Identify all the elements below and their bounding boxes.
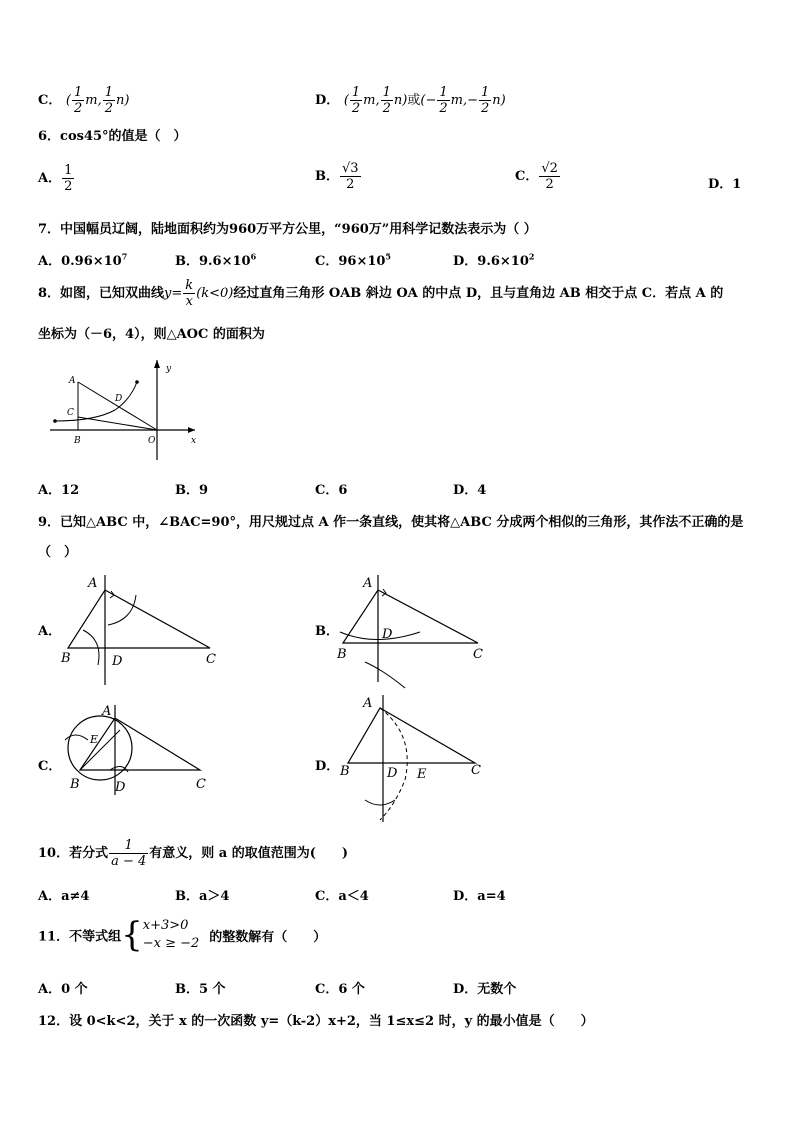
q8-option-b[interactable]: B．9: [175, 483, 209, 498]
q9-figure-a: [58, 570, 228, 690]
svg-text:B: B: [337, 647, 347, 662]
svg-text:B: B: [61, 651, 71, 666]
or-text: 或: [407, 93, 421, 108]
inequality-1: x+3>0: [142, 918, 189, 933]
q7-stem: 7．中国幅员辽阔，陆地面积约为960万平方公里，“960万”用科学记数法表示为（ ）: [38, 222, 537, 237]
q11-stem: [38, 917, 326, 953]
q10-option-d[interactable]: D．a=4: [453, 889, 506, 904]
q7-option-b[interactable]: [175, 250, 256, 269]
q9-figure-c: [60, 700, 220, 800]
option-label: B．: [315, 169, 339, 184]
exponent: 7: [121, 251, 128, 262]
q11-option-b[interactable]: B．5 个: [175, 982, 226, 997]
q8-stem-2: 坐标为（－6，4），则△AOC 的面积为: [38, 327, 265, 342]
inequality-2: −x ≥ −2: [142, 936, 200, 951]
q7-option-d[interactable]: [453, 250, 534, 269]
q7-option-a[interactable]: [38, 250, 127, 269]
q9-figure-b: [335, 570, 495, 690]
svg-text:A: A: [88, 576, 98, 591]
svg-text:C: C: [473, 647, 483, 662]
svg-text:C: C: [196, 777, 206, 792]
q9-stem: 9．已知△ABC 中，∠BAC=90°，用尺规过点 A 作一条直线，使其将△ABC 分成两个相似的三角形，其作法不正确的是: [38, 515, 744, 530]
q11-option-c[interactable]: C．6 个: [315, 982, 365, 997]
fraction: $\frac{1}{a - 4}$: [111, 838, 147, 869]
stem-text: 10．若分式: [38, 846, 109, 861]
q10-option-a[interactable]: A．a≠4: [38, 889, 90, 904]
q6-option-a[interactable]: A． $\frac{1}{2}$: [38, 163, 73, 194]
stem-text: 有意义，则 a 的取值范围为( ): [149, 846, 349, 861]
q9-option-c[interactable]: C．: [38, 759, 62, 774]
svg-text:x: x: [191, 436, 197, 446]
svg-text:D: D: [115, 780, 126, 795]
svg-text:C: C: [471, 763, 481, 778]
svg-text:D: D: [112, 654, 123, 669]
stem-text: 经过直角三角形 OAB 斜边 OA 的中点 D，且与直角边 AB 相交于点 C．若点 A 的: [233, 286, 724, 301]
equation: y= $\frac{k}{x}$ (k<0): [164, 278, 234, 309]
svg-text:E: E: [90, 733, 99, 746]
exponent: 5: [385, 251, 391, 262]
q7-option-c[interactable]: [315, 250, 391, 269]
svg-text:A: A: [69, 376, 76, 386]
q6-option-b[interactable]: B． $\frac{√3}{2}$: [315, 161, 359, 192]
q10-stem: [38, 838, 348, 869]
svg-text:C: C: [206, 652, 216, 667]
option-label: D．: [315, 93, 340, 108]
q8-figure: [45, 355, 205, 463]
q6-option-c[interactable]: C． $\frac{√2}{2}$: [515, 161, 558, 192]
svg-text:E: E: [417, 767, 427, 782]
exponent: 6: [250, 251, 257, 262]
inequality-system: { x+3>0 −x ≥ −2: [121, 915, 200, 955]
svg-text:B: B: [70, 777, 80, 792]
option-text: A．0.96×10: [38, 254, 122, 269]
exponent: 2: [528, 251, 535, 262]
stem-text: 11．不等式组: [38, 929, 122, 945]
stem-text: 8．如图，已知双曲线: [38, 286, 165, 301]
q9-option-a[interactable]: A．: [38, 624, 62, 639]
q6-stem: 6．cos45°的值是（ ）: [38, 129, 187, 144]
option-text: D．9.6×10: [453, 254, 529, 269]
q8-option-c[interactable]: C．6: [315, 483, 348, 498]
option-text: B．9.6×10: [175, 254, 251, 269]
q9-stem-2: （ ）: [38, 545, 78, 560]
q10-option-c[interactable]: C．a＜4: [315, 889, 369, 904]
q11-option-a[interactable]: A．0 个: [38, 982, 88, 997]
q9-option-b[interactable]: B．: [315, 624, 339, 639]
option-label: A．: [38, 171, 62, 186]
svg-text:D: D: [115, 394, 123, 404]
option-label: C．: [38, 93, 62, 108]
svg-text:y: y: [166, 364, 172, 374]
q9-option-d[interactable]: D．: [315, 759, 340, 774]
svg-text:B: B: [340, 764, 350, 779]
q10-option-b[interactable]: B．a＞4: [175, 889, 230, 904]
svg-text:D: D: [387, 766, 398, 781]
q8-option-d[interactable]: D．4: [453, 483, 487, 498]
q8-option-a[interactable]: A．12: [38, 483, 80, 498]
q6-option-d[interactable]: D．1: [708, 177, 742, 192]
option-label: C．: [515, 169, 539, 184]
svg-text:A: A: [363, 576, 373, 591]
svg-text:O: O: [148, 436, 156, 446]
q5-option-c[interactable]: C． ( $\frac{1}{2}$ m, $\frac{1}{2}$ n): [38, 85, 130, 116]
stem-text: 的整数解有（ ）: [209, 929, 327, 945]
q11-option-d[interactable]: D．无数个: [453, 982, 517, 997]
svg-text:A: A: [102, 704, 112, 719]
q9-figure-d: [335, 690, 495, 825]
svg-text:B: B: [74, 436, 81, 446]
svg-text:A: A: [363, 696, 373, 711]
q5-option-d[interactable]: D． ( $\frac{1}{2}$ m, $\frac{1}{2}$ n)或(− $\frac{1}{2}$ m,− $\frac{1}{2}$ n): [315, 85, 506, 116]
svg-text:D: D: [382, 627, 393, 642]
q12-stem: 12．设 0<k<2，关于 x 的一次函数 y=（k-2）x+2，当 1≤x≤2 时，y 的最小值是（ ）: [38, 1014, 594, 1029]
svg-text:C: C: [67, 408, 74, 418]
option-text: C．96×10: [315, 254, 386, 269]
q8-stem: [38, 278, 723, 309]
